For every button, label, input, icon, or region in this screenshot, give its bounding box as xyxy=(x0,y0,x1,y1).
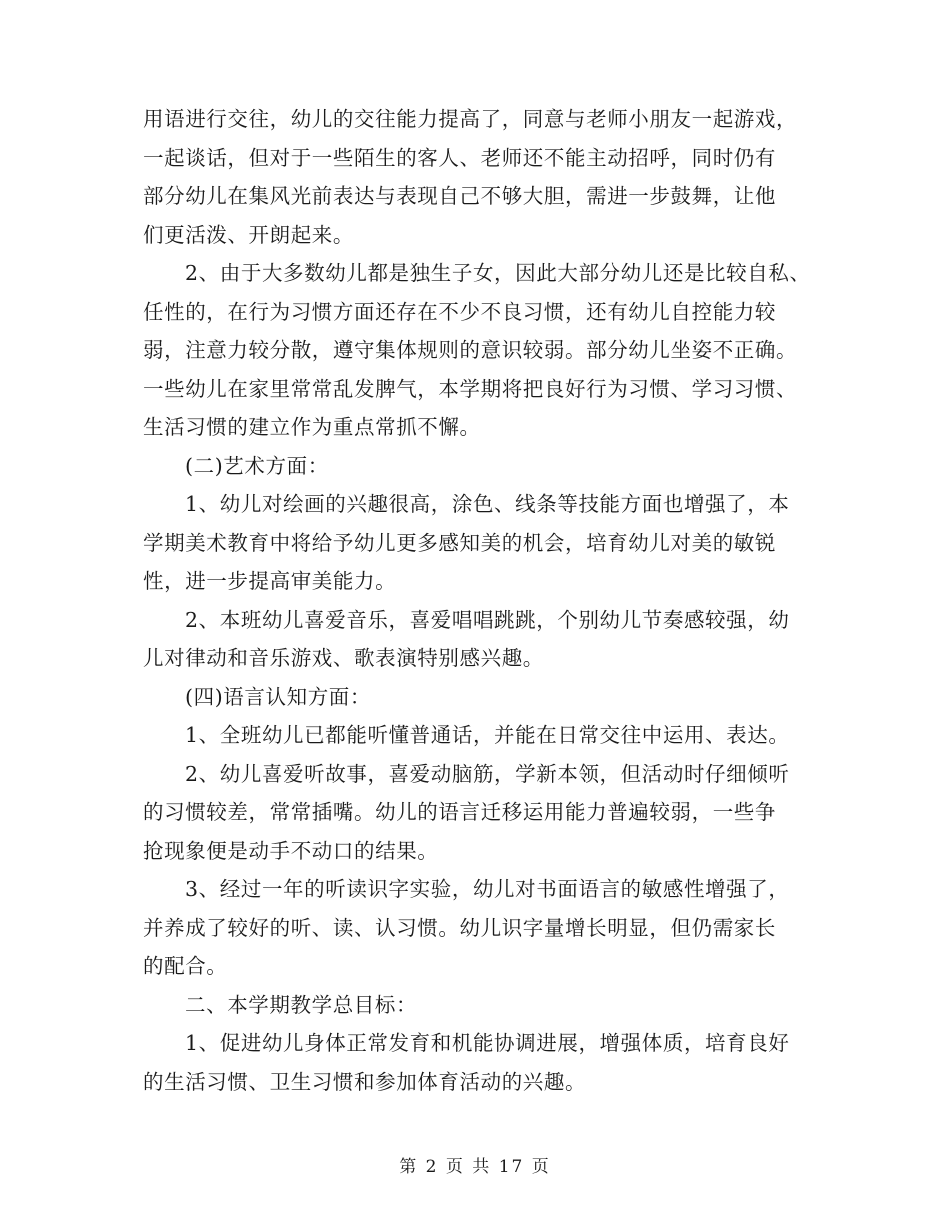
paragraph-habits xyxy=(143,254,823,447)
text-line: 一起谈话，但对于一些陌生的客人、老师还不能主动招呼，同时仍有 xyxy=(143,145,776,170)
text-line: 的习惯较差，常常插嘴。幼儿的语言迁移运用能力普遍较弱，一些争 xyxy=(143,800,776,824)
text-line: 2、幼儿喜爱听故事，喜爱动脑筋，学新本领，但活动时仔细倾听 xyxy=(185,761,790,786)
text-line: 性，进一步提高审美能力。 xyxy=(143,569,397,593)
text-line: 2、本班幼儿喜爱音乐，喜爱唱唱跳跳，个别幼儿节奏感较强，幼 xyxy=(185,607,790,632)
text-line: 抢现象便是动手不动口的结果。 xyxy=(143,838,439,863)
text-line: 任性的，在行为习惯方面还存在不少不良习惯，还有幼儿自控能力较 xyxy=(143,299,776,324)
paragraph-art-drawing xyxy=(143,485,823,601)
text-line: 儿对律动和音乐游戏、歌表演特别感兴趣。 xyxy=(143,646,544,670)
paragraph-language-reading xyxy=(143,870,823,986)
text-line: 弱，注意力较分散，遵守集体规则的意识较弱。部分幼儿坐姿不正确。 xyxy=(143,338,798,362)
text-line: 3、经过一年的听读识字实验，幼儿对书面语言的敏感性增强了， xyxy=(185,877,790,901)
section-heading-goals xyxy=(143,986,823,1025)
text-line: 的配合。 xyxy=(143,954,228,978)
paragraph-art-music xyxy=(143,601,823,678)
text-line: 学期美术教育中将给予幼儿更多感知美的机会，培育幼儿对美的敏锐 xyxy=(143,530,776,555)
section-heading: (四)语言认知方面： xyxy=(185,684,371,709)
text-line: 1、幼儿对绘画的兴趣很高，涂色、线条等技能方面也增强了，本 xyxy=(185,492,790,516)
text-line: 用语进行交往，幼儿的交往能力提高了，同意与老师小朋友一起游戏， xyxy=(143,107,798,131)
section-heading: 二、本学期教学总目标： xyxy=(185,992,418,1017)
text-line: 一些幼儿在家里常常乱发脾气，本学期将把良好行为习惯、学习习惯、 xyxy=(143,376,798,401)
text-line: 1、促进幼儿身体正常发育和机能协调进展，增强体质，培育良好 xyxy=(185,1031,790,1055)
paragraph-communication xyxy=(143,100,823,254)
text-line: 们更活泼、开朗起来。 xyxy=(143,222,354,247)
section-heading-language xyxy=(143,678,823,717)
section-heading: (二)艺术方面： xyxy=(185,453,329,478)
section-heading-art xyxy=(143,447,823,486)
text-line: 1、全班幼儿已都能听懂普通话，并能在日常交往中运用、表达。 xyxy=(185,723,790,747)
text-line: 并养成了较好的听、读、认习惯。幼儿识字量增长明显，但仍需家长 xyxy=(143,915,776,940)
paragraph-language-stories xyxy=(143,755,823,871)
page-number-footer: 第 2 页 共 17 页 xyxy=(399,1157,551,1177)
paragraph-goals-health xyxy=(143,1024,823,1101)
document-body xyxy=(143,100,823,1101)
text-line: 生活习惯的建立作为重点常抓不懈。 xyxy=(143,415,481,439)
text-line: 部分幼儿在集风光前表达与表现自己不够大胆，需进一步鼓舞，让他 xyxy=(143,184,776,208)
text-line: 的生活习惯、卫生习惯和参加体育活动的兴趣。 xyxy=(143,1069,587,1094)
paragraph-language-mandarin xyxy=(143,716,823,755)
text-line: 2、由于大多数幼儿都是独生子女，因此大部分幼儿还是比较自私、 xyxy=(185,261,811,285)
